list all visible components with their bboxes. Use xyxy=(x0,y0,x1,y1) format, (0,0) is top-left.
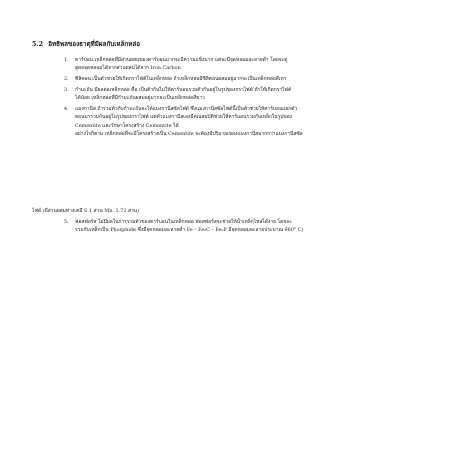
list-item xyxy=(64,56,426,73)
list-item-line: ได้น้อย เหล็กหล่อที่มีกำมะถันผสมอยู่มากจะเป็นเหล็กหล่อสีขาว xyxy=(75,95,205,102)
list-item-number: 5. xyxy=(64,219,69,225)
list-item xyxy=(64,75,426,83)
list-item-number: 1. xyxy=(64,57,69,63)
paragraph-continuation xyxy=(32,207,427,215)
element-effects-list xyxy=(64,56,426,141)
list-item-number: 3. xyxy=(64,86,69,93)
list-item-line: Cementite และรักษาโครงสร้าง Cementite ได้ xyxy=(75,122,179,129)
continuation-line: ไฟด์ (มีส่วนผสมทางเคมี S 1 ส่วน Mn. 1.72 ส่วน) xyxy=(32,208,139,214)
list-item-line: ฟอสฟอรัส ไม่มีผลในการรวมตัวของคาร์บอนในเหล็กหล่อ ฟอสฟอรัสจะช่วยให้น้ำเหล็กไหลได้ง่าย โดยจะ xyxy=(75,219,292,225)
list-item-line: รวมกับเหล็กเป็น Phosphide ซึ่งมีจุดหลอมละลายต่ำ Fe – Fe₃C – Fe₃P มีจุดหลอมละลายประมาณ 960° C) xyxy=(75,227,304,234)
list-item-line: อย่างไรก็ตาม เหล็กหล่อที่จะมีโครงสร้างเป็น Cementite จะต้องมีปริมาณของแมงกานีสมากกว่าแมงกานีสซัล xyxy=(75,131,303,138)
list-item xyxy=(64,218,426,235)
section-title: อิทธิพลของธาตุที่มีผลกับเหล็กหล่อ xyxy=(48,41,141,48)
list-item-line: แมงกานีส ถ้ารวมตัวกับกำมะถันจะได้แมงกานีสซัลไฟด์ ซึ่งแมงกานีสซัลไฟด์นี้เป็นตัวช่วยให้คาร์บอนแยกตัว xyxy=(75,105,298,112)
element-effects-list-continued xyxy=(64,218,426,237)
list-item-line: ตอนมารวมกันอยู่ในรูปของกราไฟต์ แต่ตัวแมงกานีสเองมีคุณสมบัติช่วยให้คาร์บอนรวมกับเหล็กในรูปของ xyxy=(75,114,293,121)
section-heading xyxy=(32,41,432,49)
section-number: 5.2 xyxy=(32,41,43,48)
list-item xyxy=(64,86,426,103)
list-item-number: 4. xyxy=(64,105,69,112)
list-item-line: คาร์บอน เหล็กหล่อที่มีส่วนผสมของคาร์บอนมากจะมีความแข็งมาก แต่จะมีจุดหลอมละลายต่ำ โดยจะดู xyxy=(75,57,288,63)
list-item-line: ซิลิคอน เป็นตัวช่วยให้เกิดกราไฟต์ในเหล็กหล่อ ถ้าเหล็กหล่อมีซิลิคอนผสมอยู่มากจะเป็นเหล็กหล่อสีเทา xyxy=(75,76,287,83)
list-item-number: 2. xyxy=(64,76,69,83)
list-item xyxy=(64,105,426,139)
list-item-line: ดูผลจุดหลอมได้จากส่วนผสมได้จาก Iron Carbon xyxy=(75,65,181,72)
list-item-line: กำมะถัน มีผลต่อเหล็กหล่อ คือ เป็นตัวกันไม่ให้คาร์บอนรวมตัวกันอยู่ในรูปของกราไฟต์ ทำให้เกิดกราไฟต์ xyxy=(75,86,292,93)
